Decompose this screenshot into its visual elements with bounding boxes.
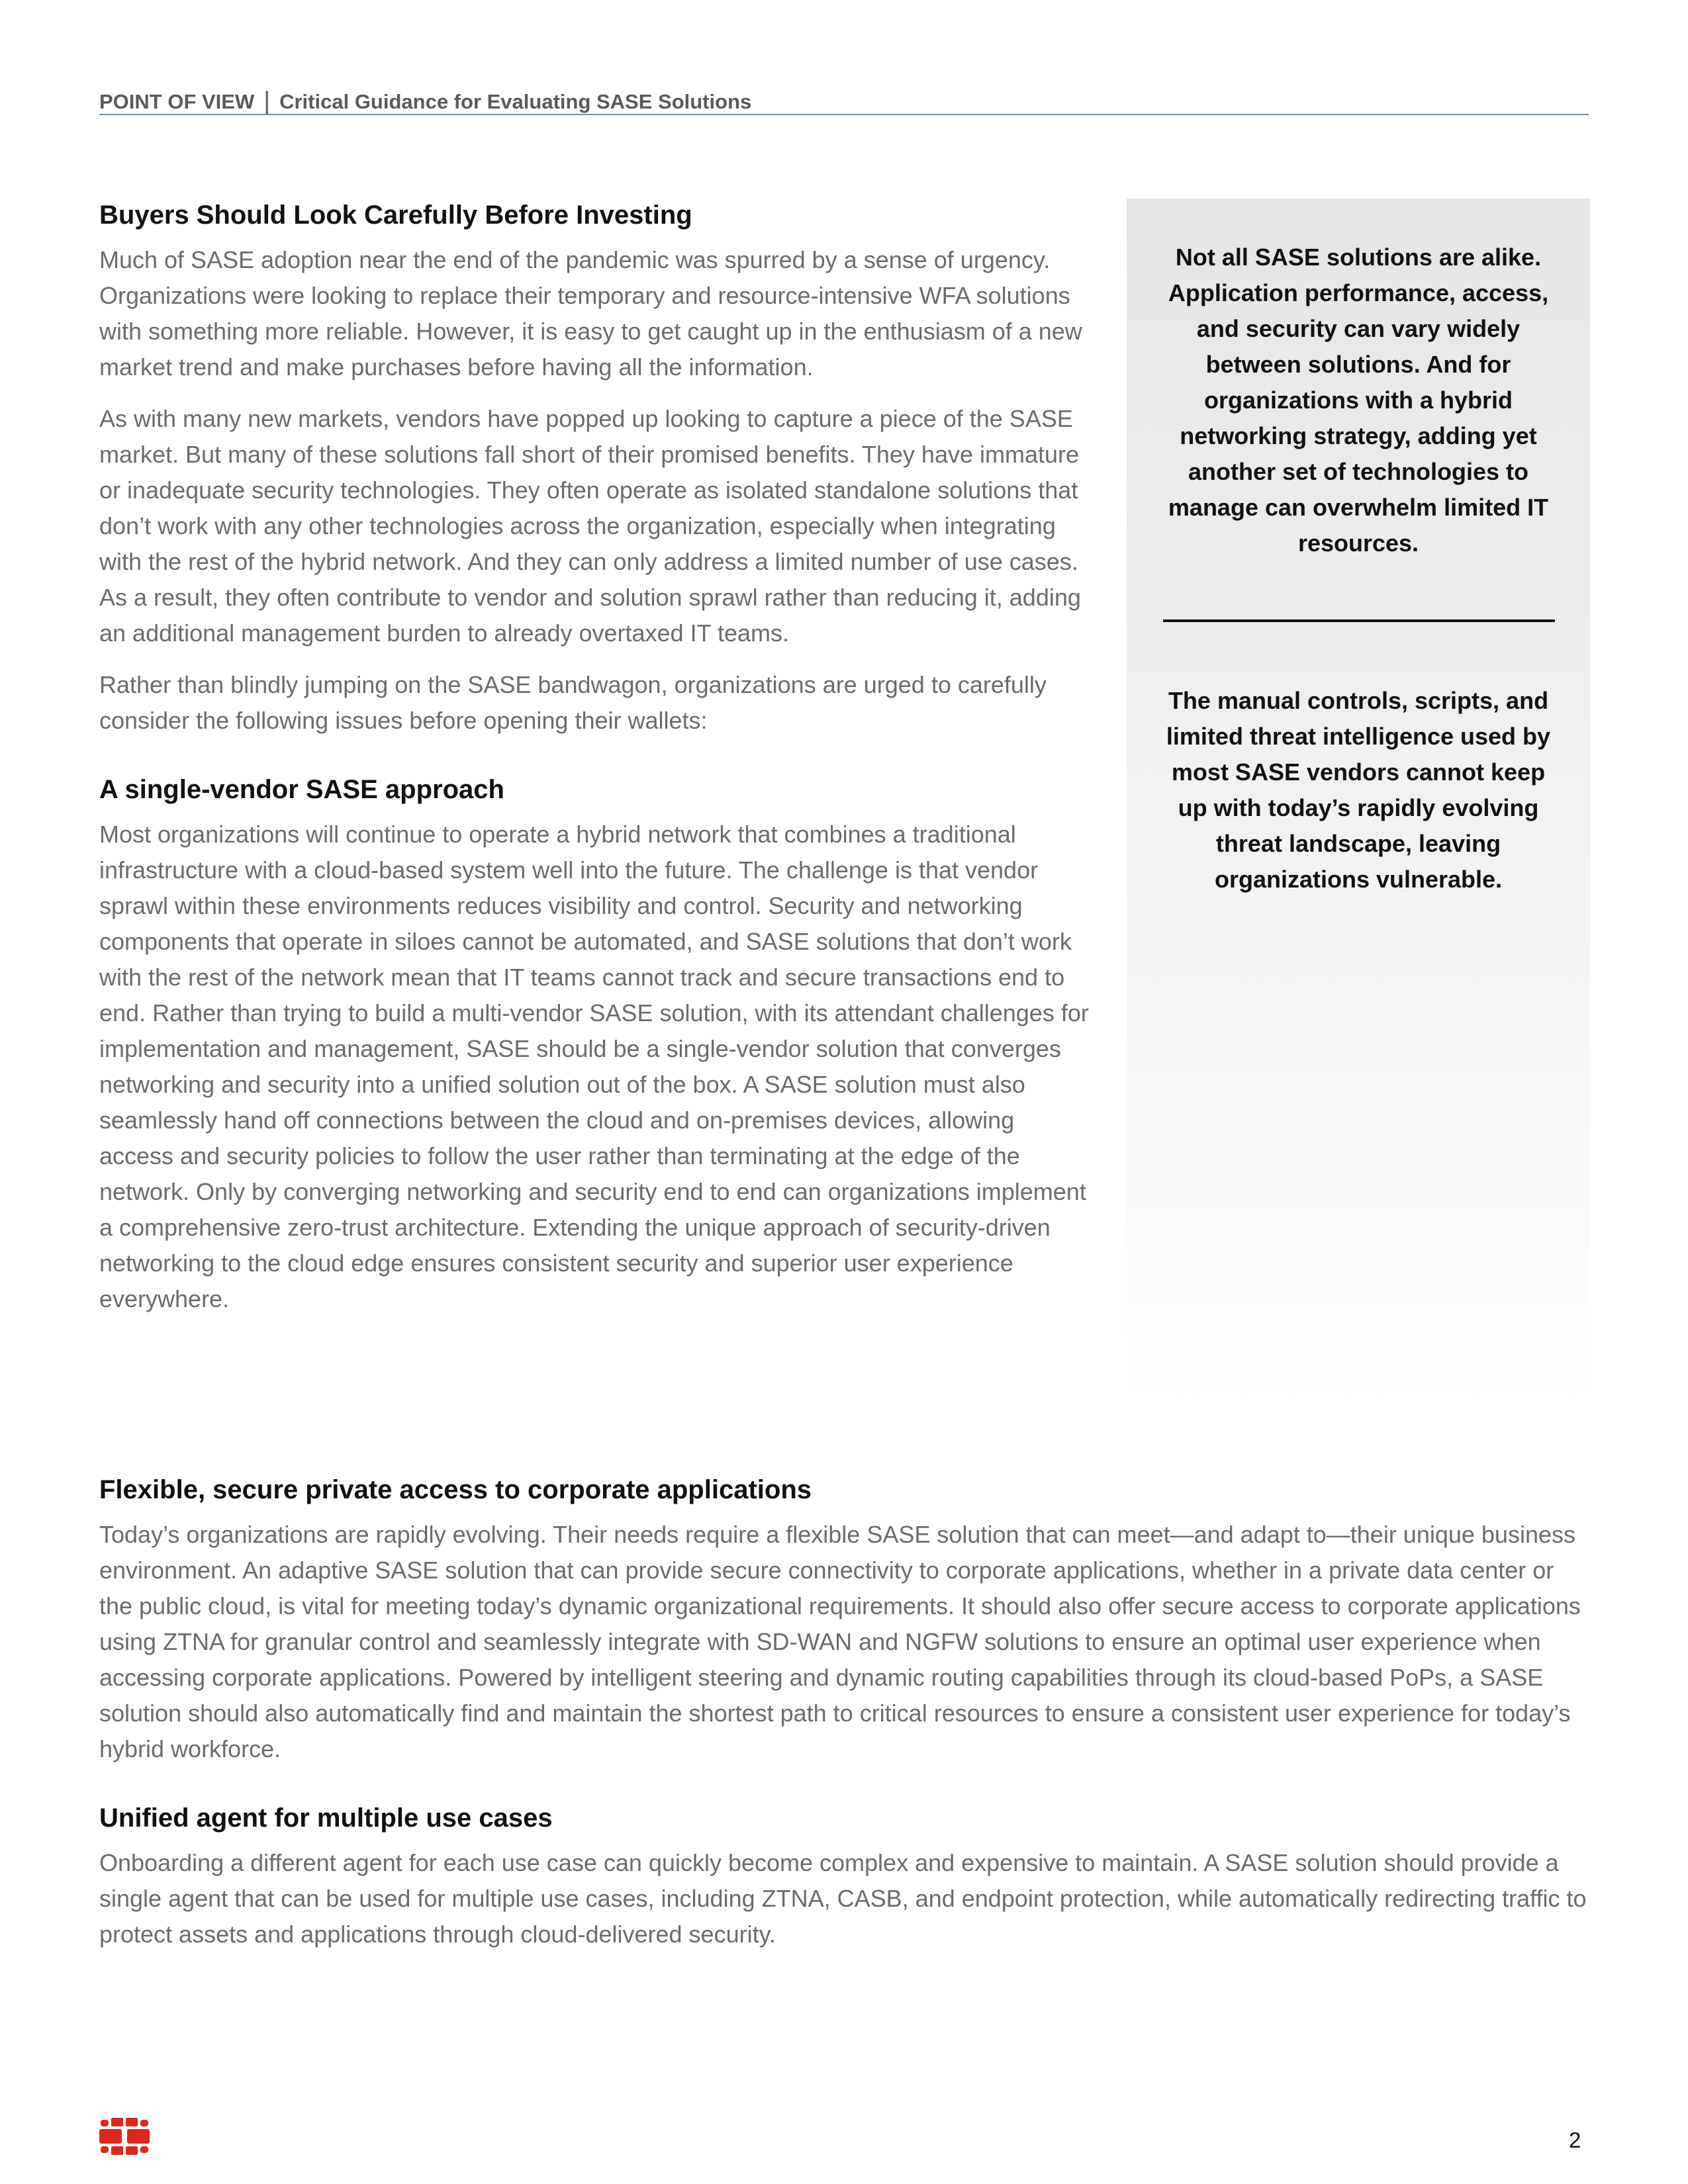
page-number: 2 (1569, 2128, 1581, 2152)
section-heading-single-vendor: A single-vendor SASE approach (99, 775, 504, 804)
main-column (99, 199, 1092, 1333)
header-label: POINT OF VIEW (99, 89, 255, 113)
paragraph: Most organizations will continue to operate a hybrid network that combines a traditional infrastructure with a cloud-based system well into the future. The challenge is that vendor sprawl within these environments reduces visibility and control. Security and networking components that operate in siloes cannot be automated, and SASE solutions that don’t work with the rest of the network mean that IT teams cannot track and secure transactions end to end. Rather than trying to build a multi-vendor SASE solution, with its attendant challenges for implementation and management, SASE should be a single-vendor solution that converges networking and security into a unified solution out of the box. A SASE solution must also seamlessly hand off connections between the cloud and on-premises devices, allowing access and security policies to follow the user rather than terminating at the edge of the network. Only by converging networking and security end to end can organizations implement a comprehensive zero-trust architecture. Extending the unique approach of security-driven networking to the cloud edge ensures consistent security and superior user experience everywhere. (99, 821, 1089, 1312)
section-heading-buyers: Buyers Should Look Carefully Before Investing (99, 201, 692, 230)
brand-logo-icon (99, 2118, 150, 2155)
paragraph: As with many new markets, vendors have popped up looking to capture a piece of the SASE market. But many of these solutions fall short of their promised benefits. They have immature or inadequate security technologies. They often operate as isolated standalone solutions that don’t work with any other technologies across the organization, especially when integrating with the rest of the hybrid network. And they can only address a limited number of use cases. As a result, they often contribute to vendor and solution sprawl rather than reducing it, adding an additional management burden to already overtaxed IT teams. (99, 405, 1081, 647)
pull-quote: Not all SASE solutions are alike. Application performance, access, and security can vary widely between solutions. And for organizations with a hybrid networking strategy, adding yet another set of technologies to manage can overwhelm limited IT resources. (1168, 244, 1549, 557)
paragraph: Much of SASE adoption near the end of the pandemic was spurred by a sense of urgency. Organizations were looking to replace their temporary and resource-intensive WFA solutions with something more reliable. However, it is easy to get caught up in the enthusiasm of a new market trend and make purchases before having all the information. (99, 246, 1082, 381)
section-heading-unified-agent: Unified agent for multiple use cases (99, 1803, 553, 1833)
header-separator: | (263, 87, 271, 115)
full-width-column (99, 1473, 1589, 1968)
pull-quote: The manual controls, scripts, and limited threat intelligence used by most SASE vendors cannot keep up with today’s rapidly evolving threat landscape, leaving organizations vulnerable. (1166, 687, 1551, 893)
paragraph: Rather than blindly jumping on the SASE bandwagon, organizations are urged to carefully consider the following issues before opening their wallets: (99, 671, 1047, 734)
document-title: Critical Guidance for Evaluating SASE Solutions (279, 89, 752, 113)
paragraph: Today’s organizations are rapidly evolving. Their needs require a flexible SASE solution that can meet—and adapt to—their unique business environment. An adaptive SASE solution that can provide secure connectivity to corporate applications, whether in a private data center or the public cloud, is vital for meeting today’s dynamic organizational requirements. It should also offer secure access to corporate applications using ZTNA for granular control and seamlessly integrate with SD-WAN and NGFW solutions to ensure an optimal user experience when accessing corporate applications. Powered by intelligent steering and dynamic routing capabilities through its cloud-based PoPs, a SASE solution should also automatically find and maintain the shortest path to critical resources to ensure a consistent user experience for today’s hybrid workforce. (99, 1521, 1581, 1762)
paragraph: Onboarding a different agent for each use case can quickly become complex and expensive to maintain. A SASE solution should provide a single agent that can be used for multiple use cases, including ZTNA, CASB, and endpoint protection, while automatically redirecting traffic to protect assets and applications through cloud-delivered security. (99, 1849, 1587, 1948)
section-heading-private-access: Flexible, secure private access to corporate applications (99, 1475, 812, 1504)
sidebar-callout (1127, 199, 1590, 1410)
pull-quote-divider (1163, 619, 1555, 622)
running-header (99, 87, 1589, 116)
header-rule (99, 114, 1589, 115)
